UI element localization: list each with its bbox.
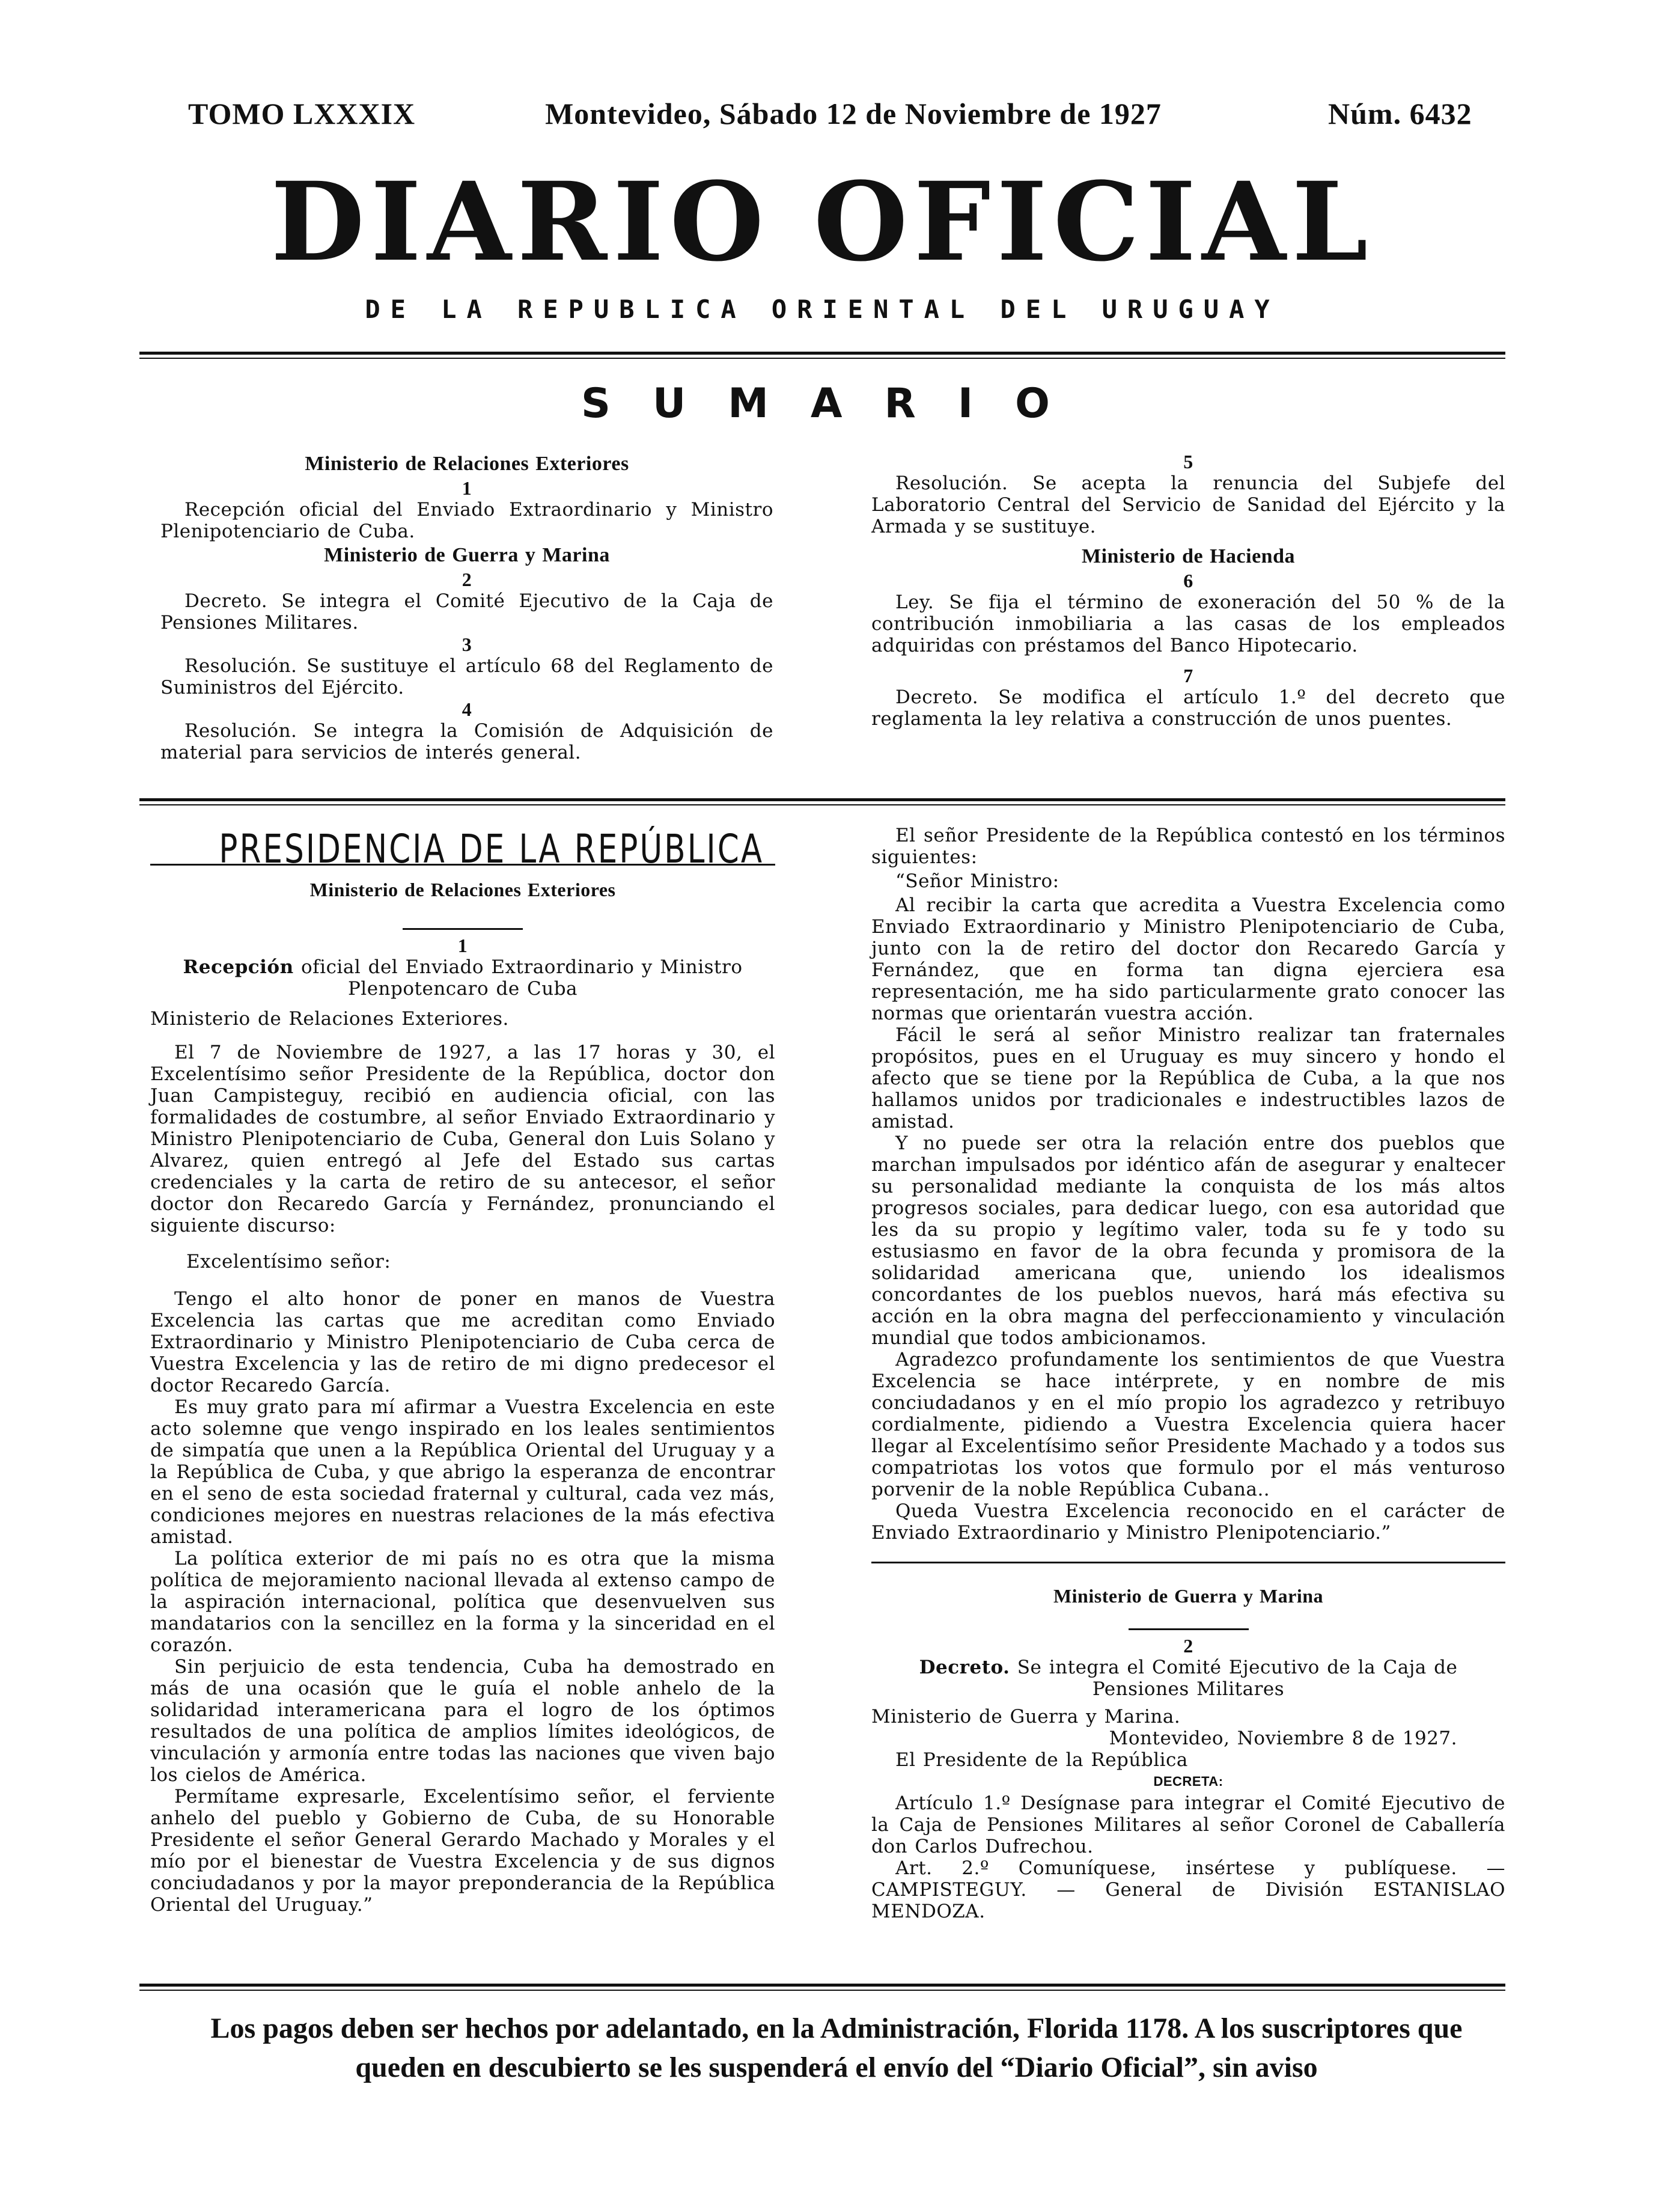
divider [403,928,523,930]
summary-number: 2 [462,569,472,590]
decree-date: Montevideo, Noviembre 8 de 1927. [1109,1728,1457,1749]
paragraph: Sin perjuicio de esta tendencia, Cuba ha demostrado en más de una ocasión que le guía el noble anhelo de la solidaridad interamericana para el logro de los óptimos resultados de una política de amplios límites ideológicos, de vinculación y armonía entre todas las naciones que viven bajo los cielos de América. [150,1656,775,1786]
issue-number: Núm. 6432 [1328,97,1472,130]
decree-president: El Presidente de la República [895,1749,1188,1771]
masthead-title: DIARIO OFICIAL [270,159,1374,286]
salutation: Excelentísimo señor: [186,1251,391,1273]
item-number: 2 [1183,1635,1193,1657]
summary-ministry: Ministerio de Relaciones Exteriores [305,453,629,475]
summary-heading: SUMARIO [581,380,1092,427]
right-column [871,825,1505,1922]
paragraph: Permítame expresarle, Excelentísimo señor, el ferviente anhelo del pueblo y Gobierno de Cuba, de su Honorable Presidente el señor General Gerardo Machado y Morales y el mío por el bienestar de Vuestra Excelencia y de sus dignos conciudadanos y por la mayor preponderancia de la República Oriental del Uruguay.” [150,1786,775,1916]
paragraph: La política exterior de mi país no es otra que la misma política de mejoramiento nacional llevada al extenso campo de la aspiración internacional, política que desenvuelven sus mandatarios con la sencillez en la forma y la sinceridad en el corazón. [150,1548,775,1656]
item-title-text: oficial del Enviado Extraordinario y Ministro Plenpotencaro de Cuba [301,956,743,1000]
item-number: 1 [457,935,468,956]
divider [139,1984,1505,1991]
summary-number: 3 [462,634,472,655]
summary-left [160,451,773,763]
origin: Ministerio de Relaciones Exteriores. [150,1008,509,1030]
paragraph: Tengo el alto honor de poner en manos de Vuestra Excelencia las cartas que me acreditan como Enviado Extraordinario y Ministro Plenipotenciario de Cuba cerca de Vuestra Excelencia y las de retiro de mi digno predecesor el doctor Recaredo García. [150,1288,775,1396]
summary-number: 7 [1183,665,1193,686]
summary-item: Resolución. Se acepta la renuncia del Subjefe del Laboratorio Central del Servicio de Sanidad del Ejército y la Armada y se sustituye. [871,472,1505,537]
paragraph: El señor Presidente de la República contestó en los términos siguientes: [871,825,1505,868]
ministry-heading: Ministerio de Relaciones Exteriores [309,879,616,900]
summary-number: 5 [1183,451,1193,472]
item-title-bold: Decreto. [919,1657,1010,1678]
section-heading: PRESIDENCIA DE LA REPÚBLICA [219,826,764,872]
divider [139,352,1505,359]
footer-notice-line-2: queden en descubierto se les suspenderá el envío del “Diario Oficial”, sin aviso [355,2052,1318,2083]
summary-item: Ley. Se fija el término de exoneración del 50 % de la contribución inmobiliaria a las casas de los empleados adquiridas con préstamos del Banco Hipotecario. [871,591,1505,656]
paragraph: Es muy grato para mí afirmar a Vuestra Excelencia en este acto solemne que vengo inspirado en los leales sentimientos de simpatía que unen a la República Oriental del Uruguay y a la República de Cuba, y que abrigo la esperanza de encontrar en el seno de esta sociedad fraternal y cultural, cada vez más, condiciones mejores en nuestras relaciones de la más efectiva amistad. [150,1396,775,1548]
summary-number: 6 [1183,570,1193,591]
paragraph: “Señor Ministro: [895,870,1059,892]
left-column [150,826,775,1916]
summary-item: Decreto. Se modifica el artículo 1.º del decreto que reglamenta la ley relativa a construcción de unos puentes. [871,686,1505,730]
summary-ministry: Ministerio de Hacienda [1082,545,1295,567]
divider [139,798,1505,805]
ministry-heading: Ministerio de Guerra y Marina [1053,1585,1324,1607]
summary-right [871,451,1505,730]
item-title [150,956,775,1000]
summary-number: 1 [462,477,472,499]
paragraph: Al recibir la carta que acredita a Vuestra Excelencia como Enviado Extraordinario y Ministro Plenipotenciario de Cuba, junto con la de retiro del doctor don Recaredo García y Fernández, que en forma tan digna ejerciera esa representación, me ha sido particularmente grato conocer las normas que orientarán vuestra acción. [871,894,1505,1024]
decree-heading: DECRETA: [1153,1774,1224,1789]
divider [1129,1628,1249,1630]
masthead-subtitle: DE LA REPUBLICA ORIENTAL DEL URUGUAY [365,295,1280,324]
summary-item: Decreto. Se integra el Comité Ejecutivo de la Caja de Pensiones Militares. [160,590,773,634]
item-title-text: Se integra el Comité Ejecutivo de la Caja de Pensiones Militares [1017,1657,1458,1700]
item-title-bold: Recepción [183,956,294,978]
paragraph: Queda Vuestra Excelencia reconocido en el carácter de Enviado Extraordinario y Ministro Plenipotenciario.” [871,1500,1505,1544]
summary-item: Resolución. Se sustituye el artículo 68 del Reglamento de Suministros del Ejército. [160,655,773,698]
summary-item: Resolución. Se integra la Comisión de Adquisición de material para servicios de interés general. [160,720,773,763]
paragraph: Agradezco profundamente los sentimientos de que Vuestra Excelencia se hace intérprete, y en nombre de mis conciudadanos y en el mío propio los agradezco y retribuyo cordialmente, pidiendo a Vuestra Excelencia quiera hacer llegar al Excelentísimo señor Presidente Machado y a todos sus compatriotas los votos que formulo por el más venturoso porvenir de la noble República Cubana.. [871,1349,1505,1500]
paragraph: Fácil le será al señor Ministro realizar tan fraternales propósitos, pues en el Uruguay es muy sincero y hondo el afecto que se tiene por la República de Cuba, a la que nos hallamos unidos por tradicionales e indestructibles lazos de amistad. [871,1024,1505,1132]
summary-number: 4 [462,698,472,720]
issue-date: Montevideo, Sábado 12 de Noviembre de 1927 [545,97,1162,130]
article: Artículo 1.º Desígnase para integrar el Comité Ejecutivo de la Caja de Pensiones Militares al señor Coronel de Caballería don Carlos Dufrechou. [871,1792,1505,1857]
volume-number: TOMO LXXXIX [188,97,416,130]
summary-ministry: Ministerio de Guerra y Marina [324,544,610,566]
divider [871,1562,1505,1563]
origin: Ministerio de Guerra y Marina. [871,1706,1181,1728]
summary-item: Recepción oficial del Enviado Extraordinario y Ministro Plenipotenciario de Cuba. [160,499,773,542]
paragraph: Y no puede ser otra la relación entre dos pueblos que marchan impulsados por idéntico afán de asegurar y enaltecer su personalidad mediante la conquista de los más altos progresos sociales, para dedicar luego, con esa autoridad que les da su propio y legítimo valer, toda su fe y todo su estusiasmo en favor de la obra fecunda y promisora de la solidaridad americana que, uniendo los idealismos concordantes de los pueblos nuevos, hará más efectiva su acción en la obra magna del perfeccionamiento y vinculación mundial que todos ambicionamos. [871,1132,1505,1349]
article: Art. 2.º Comuníquese, insértese y publíquese. — CAMPISTEGUY. — General de División ESTANISLAO MENDOZA. [871,1857,1505,1922]
item-title [871,1657,1505,1700]
paragraph: El 7 de Noviembre de 1927, a las 17 horas y 30, el Excelentísimo señor Presidente de la República, doctor don Juan Campisteguy, recibió en audiencia oficial, con las formalidades de costumbre, al señor Enviado Extraordinario y Ministro Plenipotenciario de Cuba, General don Luis Solano y Alvarez, quien entregó al Jefe del Estado sus cartas credenciales y la carta de retiro de su antecesor, el señor doctor don Recaredo García y Fernández, pronunciando el siguiente discurso: [150,1042,775,1236]
footer-notice-line-1: Los pagos deben ser hechos por adelantado, en la Administración, Florida 1178. A los suscriptores que [210,2012,1463,2044]
